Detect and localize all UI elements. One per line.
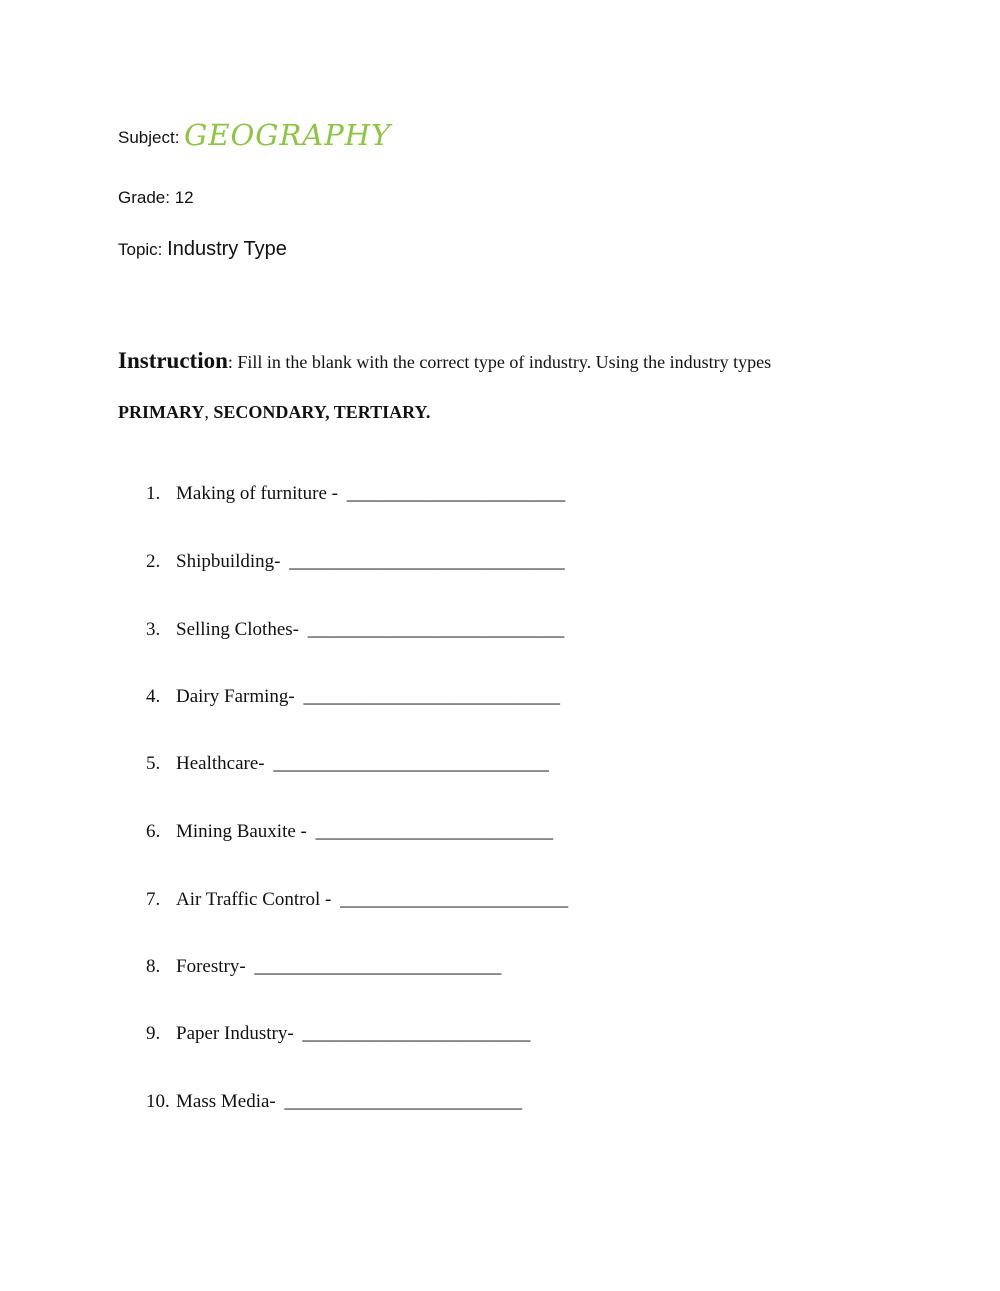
- subject-value: GEOGRAPHY: [184, 118, 392, 152]
- question-text: Paper Industry-: [176, 1023, 294, 1044]
- subject-line: [118, 118, 391, 152]
- question-item: [146, 956, 501, 978]
- question-text: Shipbuilding-: [176, 551, 281, 572]
- industry-types-rest: SECONDARY, TERTIARY.: [213, 402, 431, 422]
- question-item: [146, 821, 553, 843]
- question-number: 7.: [146, 889, 161, 910]
- grade-line: [118, 188, 194, 208]
- question-number: 2.: [146, 551, 161, 572]
- question-text: Healthcare-: [176, 753, 265, 774]
- question-item: [146, 686, 560, 708]
- answer-blank[interactable]: _________________________: [284, 1091, 522, 1112]
- answer-blank[interactable]: _____________________________: [289, 551, 565, 572]
- question-item: [146, 619, 564, 641]
- question-number: 5.: [146, 753, 161, 774]
- question-item: [146, 753, 549, 775]
- question-number: 8.: [146, 956, 161, 977]
- grade-label: Grade:: [118, 188, 170, 207]
- answer-blank[interactable]: ___________________________: [307, 619, 565, 640]
- topic-label: Topic:: [118, 240, 163, 259]
- question-text: Selling Clothes-: [176, 619, 299, 640]
- question-item: [146, 1023, 530, 1045]
- answer-blank[interactable]: ________________________: [302, 1023, 531, 1044]
- industry-type-separator: ,: [204, 402, 214, 422]
- question-text: Mining Bauxite -: [176, 821, 307, 842]
- answer-blank[interactable]: ___________________________: [303, 686, 560, 707]
- subject-label: Subject:: [118, 128, 180, 147]
- question-text: Dairy Farming-: [176, 686, 295, 707]
- instruction-label: Instruction: [118, 348, 228, 373]
- instruction-text: : Fill in the blank with the correct type of industry. Using the industry types: [227, 352, 772, 372]
- question-text: Forestry-: [176, 956, 246, 977]
- answer-blank[interactable]: _________________________: [315, 821, 554, 842]
- question-text: Mass Media-: [176, 1091, 276, 1112]
- industry-type-primary: PRIMARY: [118, 402, 205, 422]
- question-number: 10.: [146, 1091, 170, 1112]
- question-item: [146, 1091, 522, 1113]
- question-item: [146, 889, 568, 911]
- topic-value: Industry Type: [167, 238, 287, 260]
- grade-value: 12: [174, 188, 194, 207]
- question-number: 4.: [146, 686, 161, 707]
- question-number: 6.: [146, 821, 161, 842]
- answer-blank[interactable]: ________________________: [340, 889, 569, 910]
- answer-blank[interactable]: _______________________: [346, 483, 566, 504]
- question-item: [146, 551, 565, 573]
- question-text: Making of furniture -: [176, 483, 338, 504]
- instruction-paragraph: [118, 336, 879, 437]
- topic-line: [118, 238, 287, 261]
- question-number: 9.: [146, 1023, 161, 1044]
- question-text: Air Traffic Control -: [176, 889, 332, 910]
- question-number: 3.: [146, 619, 161, 640]
- answer-blank[interactable]: _____________________________: [273, 753, 549, 774]
- question-item: [146, 483, 565, 505]
- question-number: 1.: [146, 483, 161, 504]
- answer-blank[interactable]: __________________________: [254, 956, 502, 977]
